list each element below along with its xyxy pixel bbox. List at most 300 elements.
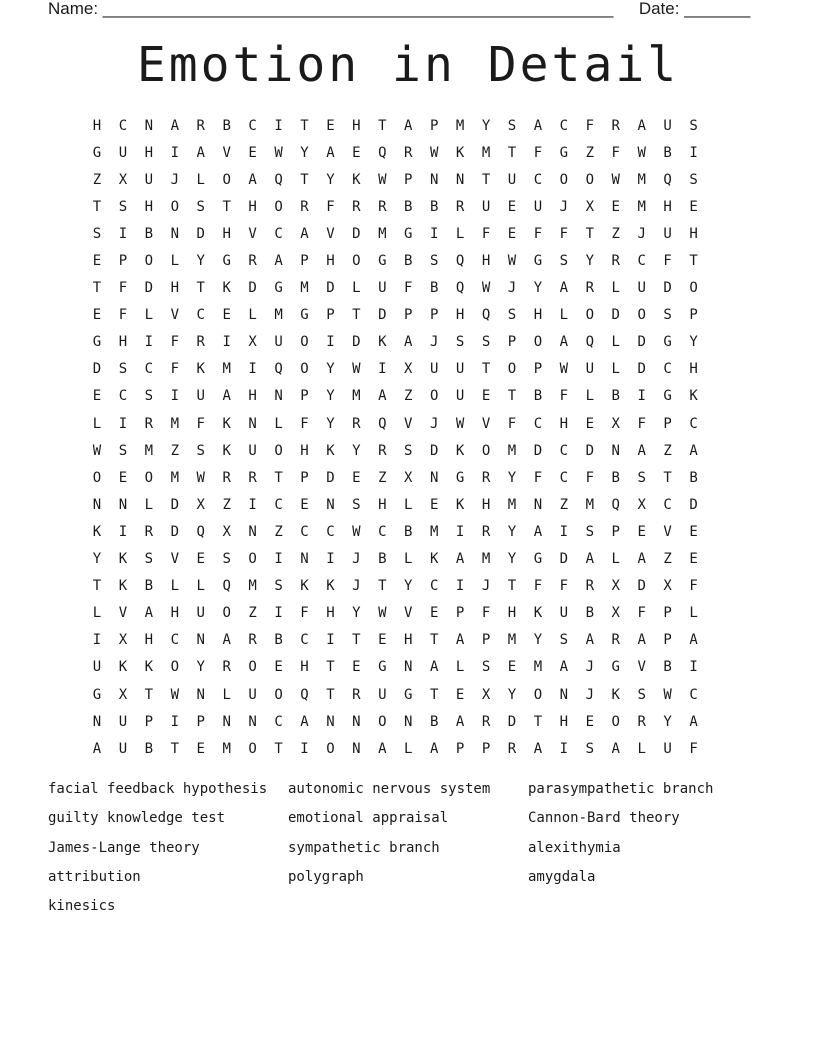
grid-letter[interactable]: G [300, 307, 309, 324]
grid-letter[interactable]: A [404, 117, 413, 134]
grid-letter[interactable]: C [559, 442, 569, 459]
grid-letter[interactable]: U [248, 442, 257, 459]
grid-letter[interactable]: D [585, 442, 594, 459]
grid-letter[interactable]: Y [326, 388, 335, 405]
grid-letter[interactable]: M [378, 225, 387, 242]
grid-letter[interactable]: J [585, 659, 594, 676]
grid-letter[interactable]: E [92, 388, 102, 405]
grid-letter[interactable]: H [507, 605, 517, 622]
grid-letter[interactable]: N [248, 523, 257, 540]
grid-letter[interactable]: N [118, 496, 128, 513]
grid-letter[interactable]: A [170, 117, 179, 134]
grid-letter[interactable]: L [196, 171, 205, 188]
grid-letter[interactable]: L [170, 253, 179, 270]
grid-letter[interactable]: Y [507, 469, 517, 486]
grid-letter[interactable]: W [507, 253, 517, 270]
grid-letter[interactable]: F [196, 415, 205, 432]
grid-letter[interactable]: H [326, 253, 335, 270]
grid-letter[interactable]: I [637, 388, 646, 405]
grid-letter[interactable]: A [637, 117, 646, 134]
grid-letter[interactable]: F [689, 740, 698, 757]
grid-letter[interactable]: Q [663, 171, 672, 188]
grid-letter[interactable]: X [481, 686, 491, 703]
grid-letter[interactable]: O [429, 388, 439, 405]
grid-letter[interactable]: I [378, 361, 387, 378]
grid-letter[interactable]: Q [455, 253, 465, 270]
grid-letter[interactable]: F [689, 578, 698, 595]
grid-letter[interactable]: I [170, 144, 179, 161]
grid-letter[interactable]: P [300, 388, 309, 405]
grid-letter[interactable]: O [274, 686, 283, 703]
grid-letter[interactable]: K [378, 334, 387, 351]
grid-letter[interactable]: S [585, 740, 594, 757]
grid-letter[interactable]: Y [533, 280, 543, 297]
grid-letter[interactable]: V [481, 415, 491, 432]
grid-letter[interactable]: P [455, 740, 465, 757]
grid-letter[interactable]: Q [274, 361, 283, 378]
grid-letter[interactable]: U [429, 361, 439, 378]
grid-letter[interactable]: I [455, 578, 465, 595]
grid-letter[interactable]: C [170, 632, 179, 649]
grid-letter[interactable]: F [585, 469, 594, 486]
grid-letter[interactable]: S [689, 117, 698, 134]
grid-letter[interactable]: R [248, 253, 257, 270]
grid-letter[interactable]: T [170, 740, 179, 757]
grid-letter[interactable]: O [222, 171, 231, 188]
grid-letter[interactable]: S [559, 632, 569, 649]
grid-letter[interactable]: E [637, 523, 646, 540]
grid-letter[interactable]: U [118, 740, 128, 757]
grid-letter[interactable]: U [455, 388, 465, 405]
grid-letter[interactable]: N [611, 442, 620, 459]
grid-letter[interactable]: T [378, 578, 387, 595]
grid-letter[interactable]: A [222, 632, 231, 649]
grid-letter[interactable]: E [352, 144, 361, 161]
grid-letter[interactable]: A [689, 632, 698, 649]
grid-letter[interactable]: E [196, 740, 205, 757]
grid-letter[interactable]: K [455, 442, 465, 459]
grid-letter[interactable]: Q [481, 307, 491, 324]
grid-letter[interactable]: M [637, 198, 646, 215]
grid-letter[interactable]: O [637, 307, 646, 324]
grid-letter[interactable]: S [585, 523, 594, 540]
grid-letter[interactable]: T [92, 578, 102, 595]
grid-letter[interactable]: M [481, 551, 491, 568]
grid-letter[interactable]: A [92, 740, 102, 757]
grid-letter[interactable]: G [274, 280, 283, 297]
grid-letter[interactable]: L [274, 415, 283, 432]
grid-letter[interactable]: K [326, 578, 335, 595]
grid-letter[interactable]: J [585, 686, 594, 703]
grid-letter[interactable]: K [222, 280, 231, 297]
grid-letter[interactable]: J [481, 578, 491, 595]
grid-letter[interactable]: D [559, 551, 569, 568]
grid-letter[interactable]: A [637, 442, 646, 459]
grid-letter[interactable]: U [481, 198, 491, 215]
grid-letter[interactable]: B [429, 280, 439, 297]
grid-letter[interactable]: M [170, 469, 179, 486]
name-line[interactable]: ______________________________________________________ [102, 0, 614, 18]
grid-letter[interactable]: T [300, 171, 309, 188]
grid-letter[interactable]: F [300, 415, 309, 432]
grid-letter[interactable]: X [404, 361, 413, 378]
grid-letter[interactable]: Y [533, 632, 543, 649]
grid-letter[interactable]: G [378, 659, 387, 676]
grid-letter[interactable]: H [481, 253, 491, 270]
grid-letter[interactable]: Z [248, 605, 257, 622]
grid-letter[interactable]: T [300, 117, 309, 134]
grid-letter[interactable]: X [585, 198, 594, 215]
grid-letter[interactable]: L [637, 740, 646, 757]
grid-letter[interactable]: F [533, 469, 543, 486]
grid-letter[interactable]: S [274, 578, 283, 595]
grid-letter[interactable]: P [404, 307, 413, 324]
grid-letter[interactable]: T [585, 225, 594, 242]
grid-letter[interactable]: N [196, 686, 205, 703]
grid-letter[interactable]: U [144, 171, 154, 188]
grid-letter[interactable]: D [378, 307, 387, 324]
grid-letter[interactable]: X [118, 632, 128, 649]
grid-letter[interactable]: C [274, 225, 283, 242]
grid-letter[interactable]: E [274, 659, 283, 676]
grid-letter[interactable]: R [611, 117, 620, 134]
grid-letter[interactable]: L [248, 307, 257, 324]
grid-letter[interactable]: N [352, 713, 361, 730]
grid-letter[interactable]: A [533, 117, 543, 134]
grid-letter[interactable]: C [326, 523, 335, 540]
grid-letter[interactable]: K [144, 659, 154, 676]
grid-letter[interactable]: I [559, 523, 569, 540]
grid-letter[interactable]: A [689, 442, 698, 459]
grid-letter[interactable]: F [118, 307, 128, 324]
grid-letter[interactable]: A [533, 523, 543, 540]
grid-letter[interactable]: F [663, 253, 672, 270]
grid-letter[interactable]: O [689, 280, 698, 297]
grid-letter[interactable]: L [196, 578, 205, 595]
grid-letter[interactable]: Q [274, 171, 283, 188]
grid-letter[interactable]: Q [300, 686, 309, 703]
grid-letter[interactable]: E [300, 496, 309, 513]
grid-letter[interactable]: D [170, 523, 179, 540]
grid-letter[interactable]: Z [92, 171, 102, 188]
grid-letter[interactable]: H [170, 280, 179, 297]
grid-letter[interactable]: U [378, 280, 387, 297]
grid-letter[interactable]: I [248, 361, 257, 378]
grid-letter[interactable]: E [429, 496, 439, 513]
grid-letter[interactable]: P [481, 740, 491, 757]
grid-letter[interactable]: S [404, 442, 413, 459]
grid-letter[interactable]: Y [352, 605, 361, 622]
grid-letter[interactable]: M [507, 632, 517, 649]
grid-letter[interactable]: B [533, 388, 543, 405]
grid-letter[interactable]: E [507, 198, 517, 215]
grid-letter[interactable]: A [455, 713, 465, 730]
grid-letter[interactable]: B [663, 659, 672, 676]
grid-letter[interactable]: N [404, 659, 413, 676]
grid-letter[interactable]: U [663, 740, 672, 757]
grid-letter[interactable]: M [274, 307, 283, 324]
grid-letter[interactable]: S [559, 253, 569, 270]
grid-letter[interactable]: A [326, 144, 335, 161]
grid-letter[interactable]: S [689, 171, 698, 188]
grid-letter[interactable]: A [689, 713, 698, 730]
grid-letter[interactable]: T [507, 388, 517, 405]
grid-letter[interactable]: R [507, 740, 517, 757]
grid-letter[interactable]: D [144, 280, 154, 297]
grid-letter[interactable]: F [507, 415, 517, 432]
grid-letter[interactable]: W [196, 469, 205, 486]
grid-letter[interactable]: N [170, 225, 179, 242]
grid-letter[interactable]: A [533, 740, 543, 757]
grid-letter[interactable]: Q [455, 280, 465, 297]
grid-letter[interactable]: H [144, 144, 154, 161]
grid-letter[interactable]: V [118, 605, 128, 622]
grid-letter[interactable]: K [455, 144, 465, 161]
grid-letter[interactable]: H [533, 307, 543, 324]
grid-letter[interactable]: W [559, 361, 569, 378]
grid-letter[interactable]: D [326, 280, 335, 297]
grid-letter[interactable]: T [378, 117, 387, 134]
grid-letter[interactable]: I [429, 225, 439, 242]
grid-letter[interactable]: L [455, 659, 465, 676]
grid-letter[interactable]: L [611, 551, 620, 568]
grid-letter[interactable]: P [118, 253, 128, 270]
grid-letter[interactable]: S [144, 388, 154, 405]
grid-letter[interactable]: M [507, 496, 517, 513]
grid-letter[interactable]: E [248, 144, 257, 161]
grid-letter[interactable]: N [404, 713, 413, 730]
grid-letter[interactable]: E [689, 523, 698, 540]
grid-letter[interactable]: E [326, 117, 335, 134]
grid-letter[interactable]: M [585, 496, 594, 513]
grid-letter[interactable]: L [144, 496, 154, 513]
grid-letter[interactable]: O [274, 198, 283, 215]
grid-letter[interactable]: C [663, 496, 672, 513]
grid-letter[interactable]: O [144, 253, 154, 270]
grid-letter[interactable]: F [170, 361, 179, 378]
grid-letter[interactable]: J [170, 171, 179, 188]
grid-letter[interactable]: K [455, 496, 465, 513]
grid-letter[interactable]: G [559, 144, 569, 161]
grid-letter[interactable]: Z [222, 496, 231, 513]
grid-letter[interactable]: I [326, 632, 335, 649]
grid-letter[interactable]: C [689, 415, 698, 432]
grid-letter[interactable]: F [559, 388, 569, 405]
grid-letter[interactable]: L [404, 740, 413, 757]
grid-letter[interactable]: W [481, 280, 491, 297]
grid-letter[interactable]: V [637, 659, 646, 676]
grid-letter[interactable]: P [144, 713, 154, 730]
grid-letter[interactable]: O [481, 442, 491, 459]
grid-letter[interactable]: W [378, 605, 387, 622]
grid-letter[interactable]: L [689, 605, 698, 622]
grid-letter[interactable]: B [144, 740, 154, 757]
grid-letter[interactable]: P [507, 334, 517, 351]
grid-letter[interactable]: J [429, 415, 439, 432]
grid-letter[interactable]: Q [222, 578, 231, 595]
grid-letter[interactable]: L [611, 280, 620, 297]
grid-letter[interactable]: Y [507, 551, 517, 568]
grid-letter[interactable]: B [222, 117, 231, 134]
grid-letter[interactable]: X [611, 578, 620, 595]
grid-letter[interactable]: Z [274, 523, 283, 540]
grid-letter[interactable]: E [352, 659, 361, 676]
grid-letter[interactable]: Q [378, 144, 387, 161]
grid-letter[interactable]: O [507, 361, 517, 378]
grid-letter[interactable]: N [455, 171, 465, 188]
grid-letter[interactable]: A [559, 280, 569, 297]
grid-letter[interactable]: R [248, 632, 257, 649]
grid-letter[interactable]: R [455, 198, 465, 215]
grid-letter[interactable]: F [637, 415, 646, 432]
grid-letter[interactable]: P [663, 605, 672, 622]
grid-letter[interactable]: K [326, 442, 335, 459]
grid-letter[interactable]: O [144, 469, 154, 486]
grid-letter[interactable]: X [248, 334, 257, 351]
grid-letter[interactable]: A [429, 740, 439, 757]
grid-letter[interactable]: O [611, 713, 620, 730]
grid-letter[interactable]: G [378, 253, 387, 270]
grid-letter[interactable]: X [118, 686, 128, 703]
grid-letter[interactable]: I [118, 225, 128, 242]
grid-letter[interactable]: R [222, 469, 231, 486]
grid-letter[interactable]: E [196, 551, 205, 568]
grid-letter[interactable]: K [118, 659, 128, 676]
grid-letter[interactable]: S [196, 442, 205, 459]
grid-letter[interactable]: O [92, 469, 102, 486]
grid-letter[interactable]: G [404, 225, 413, 242]
grid-letter[interactable]: U [92, 659, 102, 676]
grid-letter[interactable]: Q [378, 415, 387, 432]
grid-letter[interactable]: E [352, 469, 361, 486]
grid-letter[interactable]: I [222, 334, 231, 351]
grid-letter[interactable]: K [533, 605, 543, 622]
grid-letter[interactable]: O [248, 551, 257, 568]
grid-letter[interactable]: K [222, 415, 231, 432]
grid-letter[interactable]: E [585, 713, 594, 730]
grid-letter[interactable]: M [481, 144, 491, 161]
grid-letter[interactable]: R [611, 632, 620, 649]
grid-letter[interactable]: F [611, 144, 620, 161]
grid-letter[interactable]: S [196, 198, 205, 215]
grid-letter[interactable]: X [637, 496, 646, 513]
grid-letter[interactable]: F [404, 280, 413, 297]
grid-letter[interactable]: G [404, 686, 413, 703]
grid-letter[interactable]: N [352, 740, 361, 757]
grid-letter[interactable]: A [637, 551, 646, 568]
grid-letter[interactable]: Y [92, 551, 102, 568]
grid-letter[interactable]: H [404, 632, 413, 649]
grid-letter[interactable]: Q [196, 523, 205, 540]
grid-letter[interactable]: N [196, 632, 205, 649]
grid-letter[interactable]: A [144, 605, 154, 622]
grid-letter[interactable]: U [663, 117, 672, 134]
grid-letter[interactable]: M [533, 659, 543, 676]
grid-letter[interactable]: A [637, 632, 646, 649]
grid-letter[interactable]: T [352, 307, 361, 324]
grid-letter[interactable]: V [404, 605, 413, 622]
grid-letter[interactable]: Z [585, 144, 594, 161]
grid-letter[interactable]: M [429, 523, 439, 540]
grid-letter[interactable]: F [481, 225, 491, 242]
grid-letter[interactable]: D [352, 334, 361, 351]
grid-letter[interactable]: M [222, 361, 231, 378]
grid-letter[interactable]: C [559, 117, 569, 134]
grid-letter[interactable]: C [274, 713, 283, 730]
grid-letter[interactable]: F [559, 225, 569, 242]
grid-letter[interactable]: A [196, 144, 205, 161]
grid-letter[interactable]: H [92, 117, 102, 134]
grid-letter[interactable]: N [248, 415, 257, 432]
grid-letter[interactable]: I [92, 632, 102, 649]
grid-letter[interactable]: Y [196, 659, 205, 676]
grid-letter[interactable]: B [378, 551, 387, 568]
grid-letter[interactable]: V [170, 307, 179, 324]
grid-letter[interactable]: W [429, 144, 439, 161]
grid-letter[interactable]: I [118, 523, 128, 540]
grid-letter[interactable]: W [637, 144, 646, 161]
grid-letter[interactable]: F [559, 578, 569, 595]
grid-letter[interactable]: O [585, 307, 594, 324]
grid-letter[interactable]: F [533, 578, 543, 595]
grid-letter[interactable]: O [326, 740, 335, 757]
grid-letter[interactable]: R [481, 469, 491, 486]
grid-letter[interactable]: H [326, 605, 335, 622]
grid-letter[interactable]: P [196, 713, 205, 730]
grid-letter[interactable]: A [585, 551, 594, 568]
grid-letter[interactable]: Y [481, 117, 491, 134]
grid-letter[interactable]: X [611, 415, 620, 432]
grid-letter[interactable]: D [170, 496, 179, 513]
grid-letter[interactable]: I [689, 144, 698, 161]
grid-letter[interactable]: S [118, 198, 128, 215]
grid-letter[interactable]: V [248, 225, 257, 242]
grid-letter[interactable]: N [429, 469, 439, 486]
grid-letter[interactable]: I [248, 496, 257, 513]
grid-letter[interactable]: O [222, 605, 231, 622]
grid-letter[interactable]: B [404, 198, 413, 215]
grid-letter[interactable]: I [274, 117, 283, 134]
grid-letter[interactable]: P [663, 632, 672, 649]
grid-letter[interactable]: R [300, 198, 309, 215]
grid-letter[interactable]: R [352, 415, 361, 432]
grid-letter[interactable]: L [222, 686, 231, 703]
grid-letter[interactable]: N [222, 713, 231, 730]
grid-letter[interactable]: E [689, 198, 698, 215]
grid-letter[interactable]: S [507, 307, 517, 324]
grid-letter[interactable]: S [352, 496, 361, 513]
grid-letter[interactable]: P [300, 469, 309, 486]
grid-letter[interactable]: W [274, 144, 283, 161]
grid-letter[interactable]: E [92, 307, 102, 324]
grid-letter[interactable]: U [248, 686, 257, 703]
grid-letter[interactable]: P [429, 307, 439, 324]
grid-letter[interactable]: A [248, 171, 257, 188]
grid-letter[interactable]: B [144, 225, 154, 242]
grid-letter[interactable]: M [170, 415, 179, 432]
grid-letter[interactable]: D [689, 496, 698, 513]
grid-letter[interactable]: I [274, 605, 283, 622]
grid-letter[interactable]: K [300, 578, 309, 595]
grid-letter[interactable]: U [455, 361, 465, 378]
grid-letter[interactable]: E [689, 551, 698, 568]
grid-letter[interactable]: U [663, 225, 672, 242]
grid-letter[interactable]: C [300, 632, 309, 649]
grid-letter[interactable]: P [663, 415, 672, 432]
grid-letter[interactable]: L [170, 578, 179, 595]
grid-letter[interactable]: A [455, 632, 465, 649]
grid-letter[interactable]: M [637, 171, 646, 188]
